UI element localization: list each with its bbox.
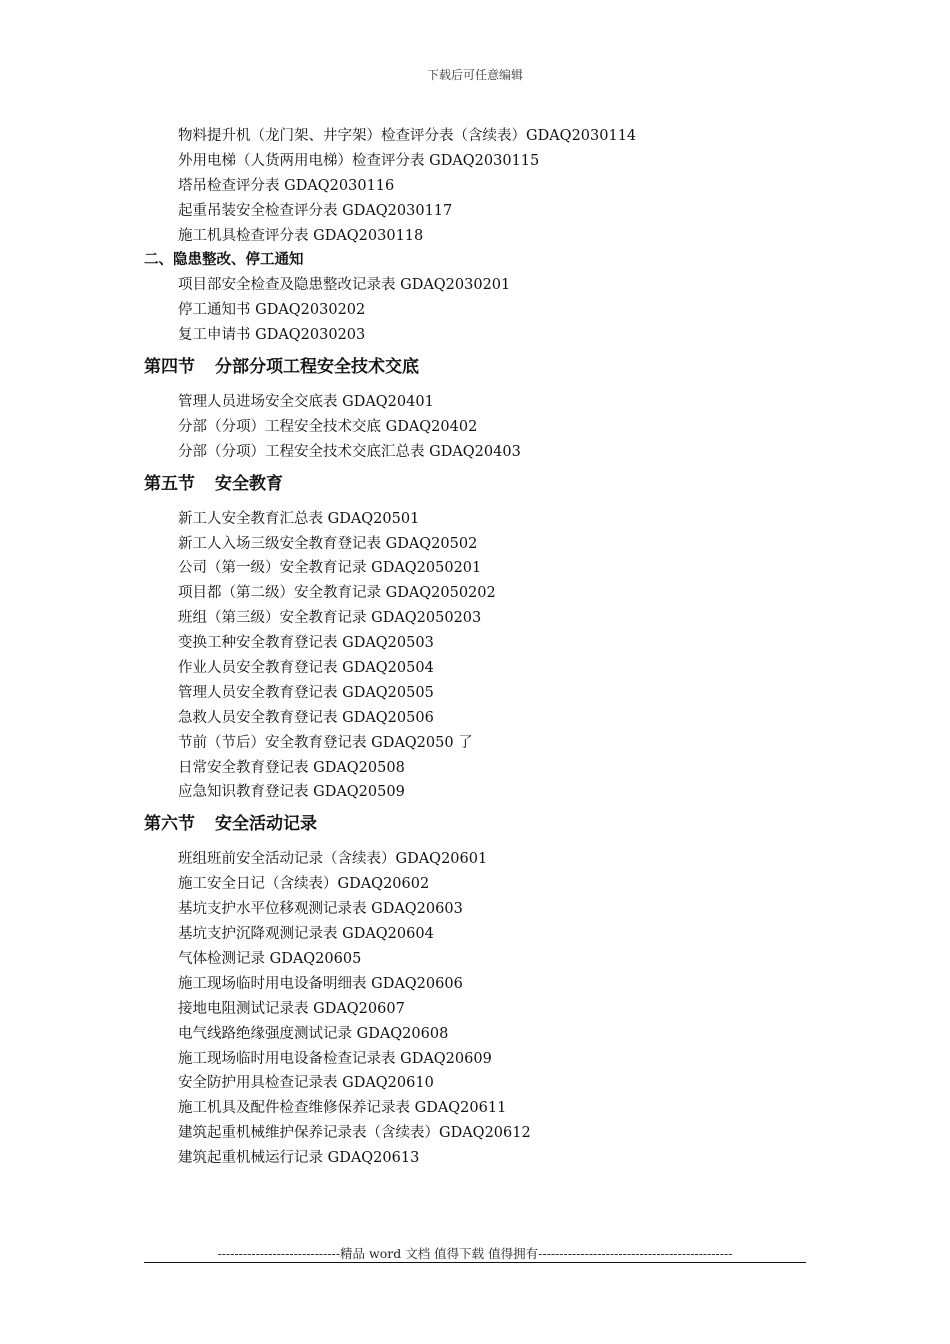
section-5 <box>144 469 824 499</box>
section-title: 分部分项工程安全技术交底 <box>215 357 419 378</box>
section-4 <box>144 352 824 382</box>
list-item: 管理人员安全教育登记表 GDAQ20505 <box>178 684 434 701</box>
list-item: 停工通知书 GDAQ2030202 <box>178 302 366 319</box>
section-5-items <box>144 507 824 806</box>
list-item: 施工机具及配件检查维修保养记录表 GDAQ20611 <box>178 1100 507 1117</box>
list-item: 电气线路绝缘强度测试记录 GDAQ20608 <box>178 1025 449 1042</box>
list-item: 项目部安全检查及隐患整改记录表 GDAQ2030201 <box>178 277 511 294</box>
document-body <box>144 124 824 1171</box>
list-item: 新工人安全教育汇总表 GDAQ20501 <box>178 510 420 527</box>
list-item: 班组（第三级）安全教育记录 GDAQ2050203 <box>178 610 482 627</box>
list-item: 建筑起重机械维护保养记录表（含续表）GDAQ20612 <box>178 1125 531 1142</box>
list-item: 接地电阻测试记录表 GDAQ20607 <box>178 1000 405 1017</box>
list-item: 变换工种安全教育登记表 GDAQ20503 <box>178 635 434 652</box>
list-item: 建筑起重机械运行记录 GDAQ20613 <box>178 1150 420 1167</box>
list-item: 节前（节后）安全教育登记表 GDAQ2050 了 <box>178 734 473 751</box>
list-item: 安全防护用具检查记录表 GDAQ20610 <box>178 1075 434 1092</box>
list-item: 物料提升机（龙门架、井字架）检查评分表（含续表）GDAQ2030114 <box>178 128 637 144</box>
list-item: 施工安全日记（含续表）GDAQ20602 <box>178 876 430 893</box>
list-item: 班组班前安全活动记录（含续表）GDAQ20601 <box>178 851 488 868</box>
block-inspection-forms <box>144 124 824 348</box>
list-item: 基坑支护水平位移观测记录表 GDAQ20603 <box>178 901 463 918</box>
section-heading <box>144 809 824 839</box>
section-6-items <box>144 847 824 1171</box>
list-item: 施工现场临时用电设备明细表 GDAQ20606 <box>178 975 463 992</box>
section-6 <box>144 809 824 839</box>
list-item: 公司（第一级）安全教育记录 GDAQ2050201 <box>178 560 482 577</box>
list-item: 新工人入场三级安全教育登记表 GDAQ20502 <box>178 535 478 552</box>
section-number: 第六节 <box>144 814 195 835</box>
subheading-hazard-rectification: 二、隐患整改、停工通知 <box>144 252 304 269</box>
section-heading <box>144 469 824 499</box>
list-item: 作业人员安全教育登记表 GDAQ20504 <box>178 660 434 677</box>
section-number: 第四节 <box>144 357 195 378</box>
list-item: 分部（分项）工程安全技术交底 GDAQ20402 <box>178 418 478 435</box>
list-item: 分部（分项）工程安全技术交底汇总表 GDAQ20403 <box>178 443 521 460</box>
list-item: 起重吊装安全检查评分表 GDAQ2030117 <box>178 202 453 219</box>
list-item: 外用电梯（人货两用电梯）检查评分表 GDAQ2030115 <box>178 152 540 169</box>
section-title: 安全教育 <box>215 473 283 494</box>
list-item: 复工申请书 GDAQ2030203 <box>178 327 366 344</box>
section-title: 安全活动记录 <box>215 814 317 835</box>
list-item: 应急知识教育登记表 GDAQ20509 <box>178 784 405 801</box>
footer-divider <box>144 1262 806 1263</box>
list-item: 急救人员安全教育登记表 GDAQ20506 <box>178 709 434 726</box>
list-item: 日常安全教育登记表 GDAQ20508 <box>178 759 405 776</box>
list-item: 塔吊检查评分表 GDAQ2030116 <box>178 177 395 194</box>
section-heading <box>144 352 824 382</box>
list-item: 基坑支护沉降观测记录表 GDAQ20604 <box>178 926 434 943</box>
list-item: 项目都（第二级）安全教育记录 GDAQ2050202 <box>178 585 496 602</box>
section-number: 第五节 <box>144 473 195 494</box>
list-item: 施工机具检查评分表 GDAQ2030118 <box>178 227 424 244</box>
section-4-items <box>144 390 824 465</box>
page-footer: -----------------------------精品 word 文档 值得下载 值得拥有---------------------------------------------- <box>217 1246 733 1261</box>
list-item: 气体检测记录 GDAQ20605 <box>178 950 362 967</box>
list-item: 管理人员进场安全交底表 GDAQ20401 <box>178 394 434 411</box>
page-header: 下载后可任意编辑 <box>426 68 523 82</box>
list-item: 施工现场临时用电设备检查记录表 GDAQ20609 <box>178 1050 492 1067</box>
